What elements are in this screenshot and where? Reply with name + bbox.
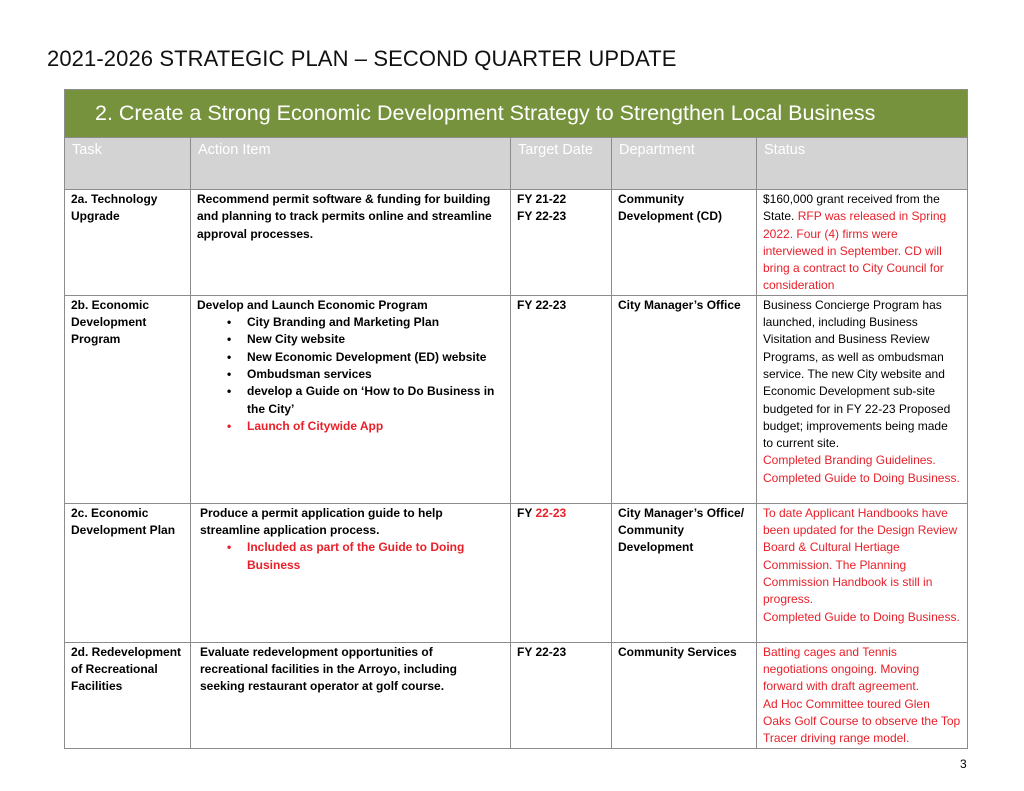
table-row	[65, 295, 968, 503]
list-item-update: • Included as part of the Guide to Doing Business	[247, 539, 504, 574]
status-text-update: Batting cages and Tennis negotiations ongoing. Moving forward with draft agreement.	[763, 644, 920, 694]
action-bullet-list	[197, 539, 504, 574]
goal-title: 2. Create a Strong Economic Development Strategy to Strengthen Local Business	[65, 90, 968, 138]
list-item: • New Economic Development (ED) website	[247, 349, 504, 366]
task-cell: 2a. Technology Upgrade	[65, 190, 191, 296]
status-cell	[757, 642, 968, 748]
list-item: • City Branding and Marketing Plan	[247, 314, 504, 331]
status-cell	[757, 295, 968, 503]
target-date-cell	[511, 503, 612, 642]
action-cell	[191, 295, 511, 503]
table-row	[65, 190, 968, 296]
status-cell	[757, 190, 968, 296]
table-row	[65, 642, 968, 748]
action-text: Evaluate redevelopment opportunities of recreational facilities in the Arroyo, including seeking restaurant operator at golf course.	[200, 644, 457, 694]
list-item: • Ombudsman services	[247, 366, 504, 383]
goal-banner-row	[65, 90, 968, 138]
status-text: Business Concierge Program has launched, including Business Visitation and Business Review Programs, as well as ombudsman service. The new City website and Economic Development sub-site budgeted for in FY 22-23 Proposed budget; improvements being made to current site.	[763, 297, 951, 451]
header-action-item: Action Item	[191, 138, 511, 190]
table-row	[65, 503, 968, 642]
target-date-cell: FY 22-23	[511, 642, 612, 748]
department-cell: Community Services	[612, 642, 757, 748]
status-text-update: Completed Branding Guidelines.	[763, 453, 936, 468]
target-date-cell: FY 22-23	[511, 295, 612, 503]
task-cell: 2d. Redevelopment of Recreational Facilities	[65, 642, 191, 748]
status-cell	[757, 503, 968, 642]
department-cell: City Manager’s Office	[612, 295, 757, 503]
status-text-update: To date Applicant Handbooks have been updated for the Design Review Board & Cultural Hertiage Commission. The Planning Commission Handbook is still in progress.	[763, 505, 958, 607]
action-cell	[191, 642, 511, 748]
page-title: 2021-2026 STRATEGIC PLAN – SECOND QUARTER UPDATE	[47, 46, 677, 71]
target-date-prefix: FY	[517, 505, 533, 520]
task-cell: 2c. Economic Development Plan	[65, 503, 191, 642]
target-date-update: 22-23	[535, 505, 567, 520]
action-bullet-list	[197, 314, 504, 435]
status-text-update: RFP was released in Spring 2022. Four (4) firms were interviewed in September. CD will bring a contract to City Council for consideration	[763, 209, 947, 293]
header-status: Status	[757, 138, 968, 190]
action-cell: Recommend permit software & funding for building and planning to track permits online and streamline approval processes.	[191, 190, 511, 296]
action-cell	[191, 503, 511, 642]
target-date: FY 22-23	[517, 209, 567, 224]
action-text: Produce a permit application guide to help streamline application process.	[200, 505, 443, 538]
task-cell: 2b. Economic Development Program	[65, 295, 191, 503]
header-target-date: Target Date	[511, 138, 612, 190]
status-text-update: Completed Guide to Doing Business.	[763, 470, 960, 485]
department-cell: City Manager’s Office/ Community Development	[612, 503, 757, 642]
action-text: Develop and Launch Economic Program	[197, 297, 428, 312]
list-item: • New City website	[247, 331, 504, 348]
status-text-update: Ad Hoc Committee toured Glen Oaks Golf Course to observe the Top Tracer driving range model.	[763, 696, 961, 746]
list-item: • develop a Guide on ‘How to Do Business in the City’	[247, 383, 504, 418]
target-date: FY 21-22	[517, 192, 567, 206]
target-date-cell	[511, 190, 612, 296]
table-header-row	[65, 138, 968, 190]
list-item-update: • Launch of Citywide App	[247, 418, 504, 435]
header-department: Department	[612, 138, 757, 190]
department-cell: Community Development (CD)	[612, 190, 757, 296]
page-number: 3	[960, 757, 967, 771]
strategic-plan-table	[64, 89, 968, 749]
status-text: $160,000 grant received from the State.	[763, 192, 940, 224]
status-text-update: Completed Guide to Doing Business.	[763, 609, 960, 624]
header-task: Task	[65, 138, 191, 190]
